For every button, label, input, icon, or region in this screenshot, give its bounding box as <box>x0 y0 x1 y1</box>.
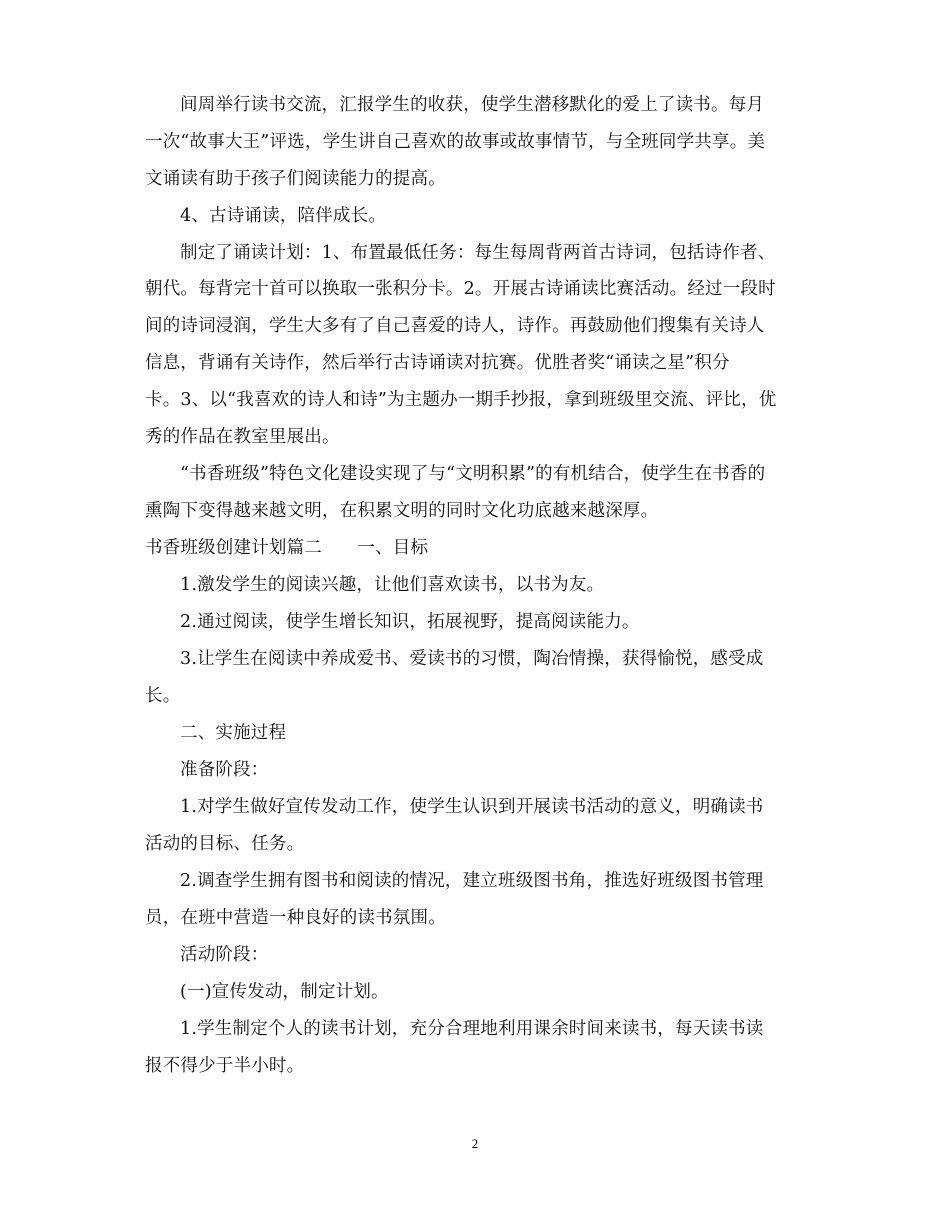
text-line: 报不得少于半小时。 <box>145 1056 305 1076</box>
text-line: 1.激发学生的阅读兴趣，让他们喜欢读书，以书为友。 <box>180 575 605 595</box>
text-line: 4、古诗诵读，陪伴成长。 <box>180 206 387 226</box>
text-line: 活动的目标、任务。 <box>145 834 305 854</box>
text-line: 3.让学生在阅读中养成爱书、爱读书的习惯，陶冶情操，获得愉悦，感受成 <box>180 649 764 669</box>
text-line: 文诵读有助于孩子们阅读能力的提高。 <box>145 169 446 189</box>
text-line: 2.调查学生拥有图书和阅读的情况，建立班级图书角，推选好班级图书管理 <box>180 871 764 891</box>
subheading: 二、实施过程 <box>180 723 287 743</box>
subheading: 准备阶段： <box>180 760 269 780</box>
subheading: (一)宣传发动，制定计划。 <box>180 982 389 1002</box>
text-line: 朝代。每背完十首可以换取一张积分卡。2。开展古诗诵读比赛活动。经过一段时 <box>145 279 776 299</box>
text-line: 间的诗词浸润，学生大多有了自己喜爱的诗人，诗作。再鼓励他们搜集有关诗人 <box>145 316 765 336</box>
text-line: 一次“故事大王”评选，学生讲自己喜欢的故事或故事情节，与全班同学共享。美 <box>145 132 766 152</box>
subheading: 活动阶段： <box>180 945 269 965</box>
text-line: 熏陶下变得越来越文明，在积累文明的同时文化功底越来越深厚。 <box>145 501 659 521</box>
text-line: 秀的作品在教室里展出。 <box>145 427 340 447</box>
text-line: “书香班级”特色文化建设实现了与“文明积累”的有机结合，使学生在书香的 <box>180 464 766 484</box>
text-line: 2.通过阅读，使学生增长知识，拓展视野，提高阅读能力。 <box>180 612 640 632</box>
page-number: 2 <box>471 1136 479 1151</box>
text-line: 员，在班中营造一种良好的读书氛围。 <box>145 908 446 928</box>
text-line: 间周举行读书交流，汇报学生的收获，使学生潜移默化的爱上了读书。每月 <box>180 95 765 115</box>
text-line: 信息，背诵有关诗作，然后举行古诗诵读对抗赛。优胜者奖“诵读之星”积分 <box>145 353 730 373</box>
section-heading: 书香班级创建计划篇二 一、目标 <box>145 538 429 558</box>
text-line: 卡。3、以“我喜欢的诗人和诗”为主题办一期手抄报，拿到班级里交流、评比，优 <box>145 390 777 410</box>
text-line: 1.对学生做好宣传发动工作，使学生认识到开展读书活动的意义，明确读书 <box>180 797 764 817</box>
text-line: 长。 <box>145 686 181 706</box>
text-line: 制定了诵读计划：1、布置最低任务：每生每周背两首古诗词，包括诗作者、 <box>180 243 776 263</box>
text-line: 1.学生制定个人的读书计划，充分合理地利用课余时间来读书，每天读书读 <box>180 1019 764 1039</box>
